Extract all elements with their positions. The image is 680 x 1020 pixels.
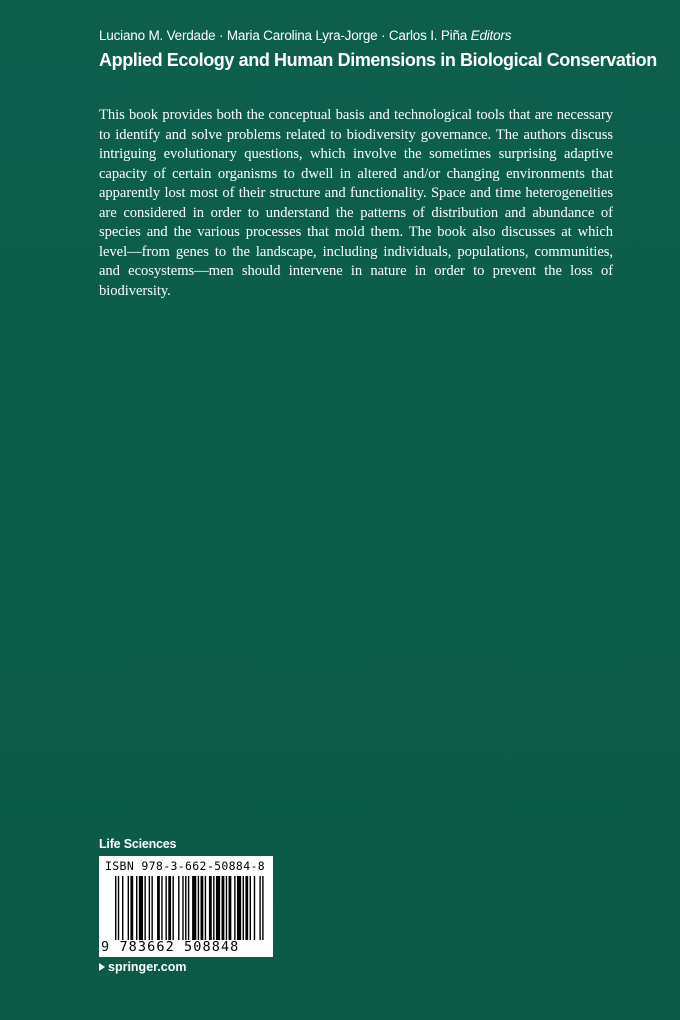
arrow-right-icon	[99, 963, 105, 971]
isbn-barcode	[99, 856, 273, 957]
subject-category: Life Sciences	[99, 837, 177, 851]
book-description: This book provides both the conceptual basis and technological tools that are necessary to identify and solve problems related to biodiversity governance. The authors discuss intriguing evolutionary questions, which involve the sometimes surprising adaptive capacity of certain organisms to dwell in altered and/or changing environments that apparently lost most of their structure and functionality. Space and time heterogeneities are considered in order to understand the patterns of distribution and abundance of species and the various processes that mold them. The book also discusses at which level—from genes to the landscape, including individuals, populations, communities, and ecosystems—men should intervene in nature in order to prevent the loss of biodiversity.	[99, 107, 613, 299]
editor-names: Luciano M. Verdade · Maria Carolina Lyra-Jorge · Carlos I. Piña	[99, 28, 468, 43]
publisher-url: springer.com	[108, 960, 187, 974]
publisher-link[interactable]	[99, 960, 187, 974]
book-title: Applied Ecology and Human Dimensions in Biological Conservation	[99, 50, 657, 70]
isbn-label: ISBN 978-3-662-50884-8	[105, 859, 266, 873]
ean-digits: 9 783662 508848	[101, 939, 240, 955]
editors-role: Editors	[470, 28, 512, 43]
barcode-bars	[115, 876, 265, 940]
editors-line	[99, 28, 511, 43]
